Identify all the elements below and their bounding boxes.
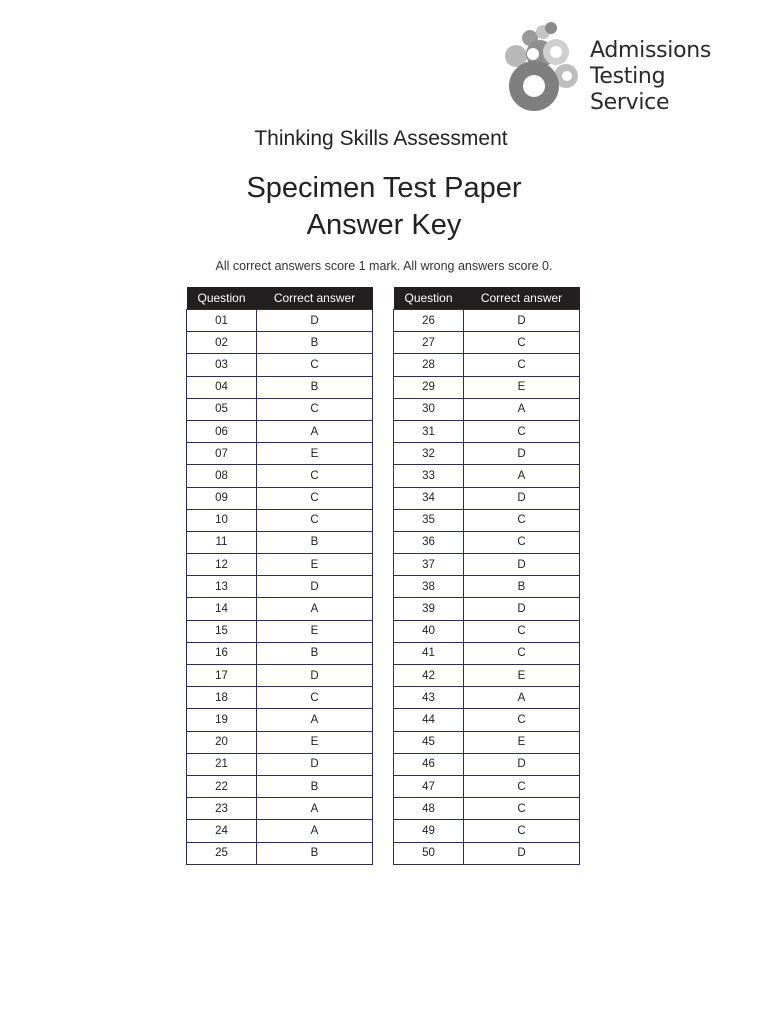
question-number-cell: 47 [394,775,464,797]
correct-answer-cell: B [257,376,373,398]
table-row [187,709,373,731]
correct-answer-cell: E [464,665,580,687]
table-row [187,554,373,576]
table-row [394,398,580,420]
answer-table-left [186,287,373,865]
question-number-cell: 35 [394,509,464,531]
table-row [187,731,373,753]
table-row [394,753,580,775]
correct-answer-cell: E [257,620,373,642]
table-row [394,443,580,465]
question-number-cell: 36 [394,531,464,553]
question-number-cell: 09 [187,487,257,509]
question-number-cell: 23 [187,798,257,820]
table-row [394,598,580,620]
table-row [394,820,580,842]
admissions-testing-service-logo [500,18,748,115]
question-number-cell: 18 [187,687,257,709]
question-number-cell: 40 [394,620,464,642]
correct-answer-cell: B [257,332,373,354]
correct-answer-cell: A [257,798,373,820]
question-number-cell: 33 [394,465,464,487]
table-row [394,509,580,531]
table-row [394,842,580,864]
question-number-cell: 08 [187,465,257,487]
correct-answer-cell: A [257,598,373,620]
correct-answer-cell: B [257,642,373,664]
table-row [187,576,373,598]
logo-circles-icon [500,18,590,112]
correct-answer-cell: B [257,842,373,864]
table-row [187,354,373,376]
table-row [187,842,373,864]
table-row [187,465,373,487]
table-row [394,775,580,797]
question-number-cell: 05 [187,398,257,420]
table-row [394,465,580,487]
correct-answer-cell: A [257,820,373,842]
question-number-cell: 28 [394,354,464,376]
question-number-cell: 48 [394,798,464,820]
table-row [394,310,580,332]
correct-answer-cell: B [464,576,580,598]
logo-line-1: Admissions [590,38,712,63]
table-row [394,376,580,398]
page-title [0,170,768,244]
question-number-cell: 10 [187,509,257,531]
table-row [187,509,373,531]
correct-answer-cell: C [257,487,373,509]
table-row [187,642,373,664]
table-row [394,576,580,598]
question-number-cell: 30 [394,398,464,420]
table-header-row [394,287,580,310]
question-number-cell: 17 [187,665,257,687]
column-header-question: Question [187,287,257,310]
question-number-cell: 50 [394,842,464,864]
question-number-cell: 24 [187,820,257,842]
correct-answer-cell: C [464,620,580,642]
question-number-cell: 32 [394,443,464,465]
column-header-answer: Correct answer [464,287,580,310]
question-number-cell: 04 [187,376,257,398]
correct-answer-cell: E [464,376,580,398]
correct-answer-cell: C [464,820,580,842]
table-row [187,620,373,642]
logo-wordmark [590,38,748,116]
correct-answer-cell: C [464,332,580,354]
correct-answer-cell: B [257,531,373,553]
table-row [187,665,373,687]
correct-answer-cell: C [464,420,580,442]
question-number-cell: 02 [187,332,257,354]
table-row [187,687,373,709]
question-number-cell: 43 [394,687,464,709]
answer-table-right [393,287,580,865]
table-row [187,376,373,398]
question-number-cell: 19 [187,709,257,731]
table-row [394,354,580,376]
question-number-cell: 38 [394,576,464,598]
correct-answer-cell: D [257,665,373,687]
question-number-cell: 45 [394,731,464,753]
assessment-name: Thinking Skills Assessment [254,127,508,150]
correct-answer-cell: D [257,310,373,332]
correct-answer-cell: B [257,775,373,797]
question-number-cell: 41 [394,642,464,664]
question-number-cell: 42 [394,665,464,687]
table-row [394,687,580,709]
question-number-cell: 46 [394,753,464,775]
correct-answer-cell: A [464,465,580,487]
correct-answer-cell: C [464,798,580,820]
correct-answer-cell: D [257,753,373,775]
question-number-cell: 14 [187,598,257,620]
logo-line-2: Testing Service [590,64,670,115]
scoring-note: All correct answers score 1 mark. All wrong answers score 0. [215,259,553,273]
correct-answer-cell: E [464,731,580,753]
table-header-row [187,287,373,310]
table-row [394,420,580,442]
question-number-cell: 06 [187,420,257,442]
table-row [187,310,373,332]
question-number-cell: 11 [187,531,257,553]
question-number-cell: 21 [187,753,257,775]
table-row [187,398,373,420]
question-number-cell: 15 [187,620,257,642]
question-number-cell: 07 [187,443,257,465]
correct-answer-cell: D [464,753,580,775]
correct-answer-cell: D [257,576,373,598]
table-row [394,531,580,553]
column-header-question: Question [394,287,464,310]
correct-answer-cell: D [464,598,580,620]
correct-answer-cell: D [464,554,580,576]
correct-answer-cell: C [464,709,580,731]
table-row [187,775,373,797]
correct-answer-cell: A [257,420,373,442]
correct-answer-cell: A [464,398,580,420]
question-number-cell: 22 [187,775,257,797]
table-row [394,642,580,664]
correct-answer-cell: C [464,775,580,797]
question-number-cell: 12 [187,554,257,576]
table-row [394,487,580,509]
table-row [187,798,373,820]
correct-answer-cell: C [257,687,373,709]
table-row [187,443,373,465]
correct-answer-cell: C [464,354,580,376]
column-header-answer: Correct answer [257,287,373,310]
table-row [187,820,373,842]
table-row [187,598,373,620]
question-number-cell: 37 [394,554,464,576]
table-row [187,531,373,553]
correct-answer-cell: E [257,731,373,753]
table-row [187,487,373,509]
question-number-cell: 29 [394,376,464,398]
table-row [394,665,580,687]
question-number-cell: 20 [187,731,257,753]
table-row [187,332,373,354]
page-title-line-1: Specimen Test Paper [246,172,522,204]
correct-answer-cell: D [464,443,580,465]
correct-answer-cell: C [464,509,580,531]
correct-answer-cell: C [464,642,580,664]
table-row [187,420,373,442]
correct-answer-cell: C [257,354,373,376]
question-number-cell: 44 [394,709,464,731]
question-number-cell: 39 [394,598,464,620]
table-row [394,620,580,642]
page-title-line-2: Answer Key [306,209,462,241]
table-row [394,709,580,731]
question-number-cell: 34 [394,487,464,509]
question-number-cell: 26 [394,310,464,332]
question-number-cell: 16 [187,642,257,664]
correct-answer-cell: D [464,487,580,509]
question-number-cell: 01 [187,310,257,332]
question-number-cell: 03 [187,354,257,376]
correct-answer-cell: D [464,842,580,864]
correct-answer-cell: A [464,687,580,709]
question-number-cell: 31 [394,420,464,442]
question-number-cell: 49 [394,820,464,842]
correct-answer-cell: E [257,443,373,465]
question-number-cell: 25 [187,842,257,864]
correct-answer-cell: E [257,554,373,576]
correct-answer-cell: C [257,398,373,420]
table-row [187,753,373,775]
table-row [394,731,580,753]
correct-answer-cell: C [257,465,373,487]
correct-answer-cell: A [257,709,373,731]
table-row [394,554,580,576]
correct-answer-cell: D [464,310,580,332]
table-row [394,798,580,820]
table-row [394,332,580,354]
correct-answer-cell: C [464,531,580,553]
correct-answer-cell: C [257,509,373,531]
question-number-cell: 27 [394,332,464,354]
question-number-cell: 13 [187,576,257,598]
